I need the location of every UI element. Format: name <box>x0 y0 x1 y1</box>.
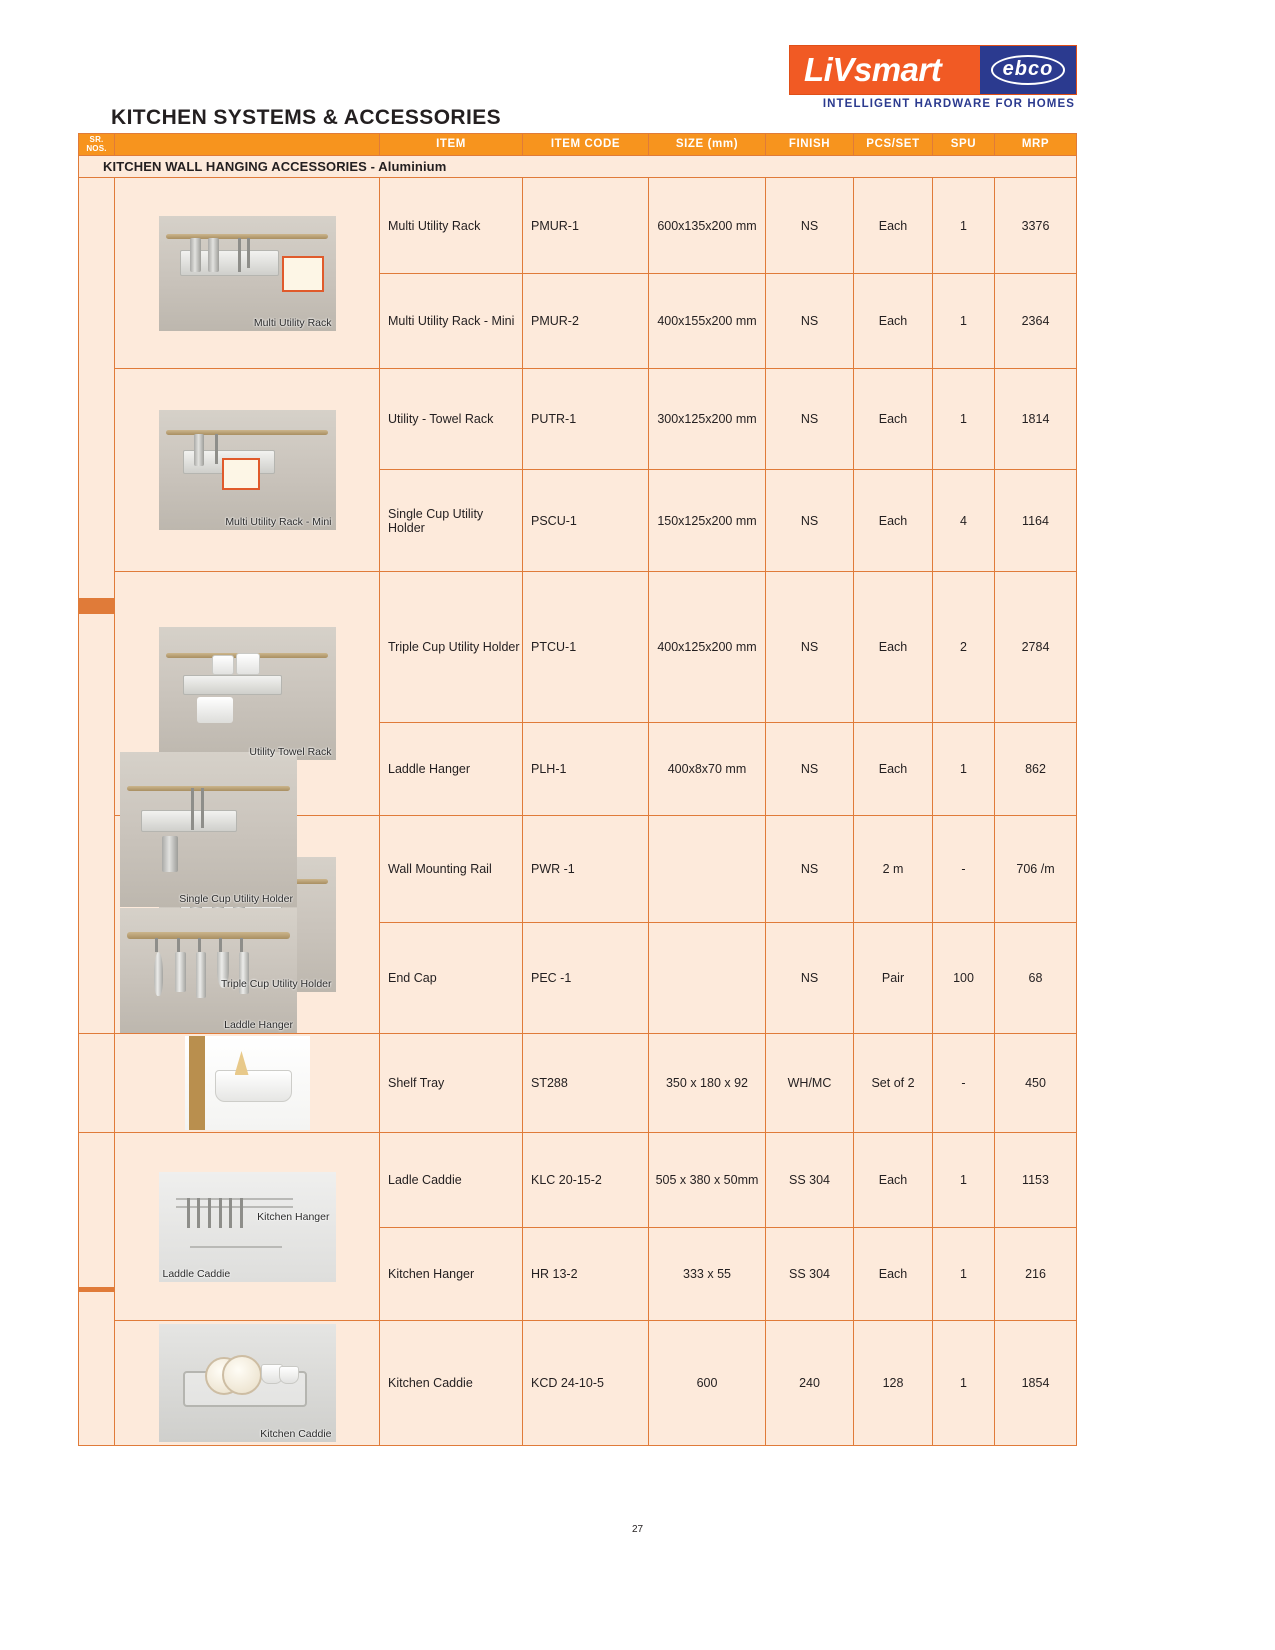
cell-item: Kitchen Hanger <box>380 1228 523 1321</box>
photo-caption: Kitchen Hanger <box>257 1211 330 1224</box>
cell-mrp: 1814 <box>995 369 1077 470</box>
product-photo-laddle-hanger <box>120 908 297 1033</box>
cell-finish: NS <box>766 369 854 470</box>
photo-caption: Kitchen Caddie <box>260 1428 332 1440</box>
product-photo-single-cup-utility-holder <box>120 752 297 907</box>
cell-spu: 1 <box>933 1228 995 1321</box>
cell-pcs-set: Each <box>854 723 933 816</box>
photo-caption: Laddle Hanger <box>224 1019 293 1031</box>
header-spu: SPU <box>933 134 995 156</box>
cell-mrp: 450 <box>995 1034 1077 1133</box>
cell-item-code: HR 13-2 <box>523 1228 649 1321</box>
cell-pcs-set: 2 m <box>854 816 933 923</box>
cell-spu: - <box>933 1034 995 1133</box>
table-row <box>79 1133 1077 1228</box>
section-heading-row <box>79 156 1077 178</box>
cell-item: Multi Utility Rack <box>380 178 523 274</box>
cell-item: End Cap <box>380 923 523 1034</box>
page-number: 27 <box>631 1524 644 1535</box>
cell-size: 350 x 180 x 92 <box>649 1034 766 1133</box>
sr-no-cell <box>79 1133 115 1446</box>
ebco-mark: ebco <box>991 55 1066 85</box>
cell-spu: 1 <box>933 723 995 816</box>
cell-finish: SS 304 <box>766 1133 854 1228</box>
cell-size: 300x125x200 mm <box>649 369 766 470</box>
logo-bar <box>789 45 1077 95</box>
cell-spu: - <box>933 816 995 923</box>
table-row <box>79 572 1077 723</box>
cell-item: Utility - Towel Rack <box>380 369 523 470</box>
cell-mrp: 2784 <box>995 572 1077 723</box>
header-mrp: MRP <box>995 134 1077 156</box>
cell-size: 505 x 380 x 50mm <box>649 1133 766 1228</box>
cell-item-code: PTCU-1 <box>523 572 649 723</box>
brand-tagline: INTELLIGENT HARDWARE FOR HOMES <box>822 98 1075 110</box>
cell-mrp: 3376 <box>995 178 1077 274</box>
product-photo-multi-utility-rack <box>115 178 380 369</box>
section-title: KITCHEN WALL HANGING ACCESSORIES - Aluminium <box>79 156 1077 178</box>
cell-item-code: KLC 20-15-2 <box>523 1133 649 1228</box>
cell-item: Laddle Hanger <box>380 723 523 816</box>
table-row <box>79 1321 1077 1446</box>
cell-mrp: 1164 <box>995 470 1077 572</box>
product-photo-shelf-tray <box>115 1034 380 1133</box>
photo-caption: Laddle Caddie <box>162 1267 231 1280</box>
table-row <box>79 1034 1077 1133</box>
cell-item: Shelf Tray <box>380 1034 523 1133</box>
cell-size <box>649 816 766 923</box>
photo-caption: Multi Utility Rack <box>253 316 332 329</box>
cell-mrp: 1854 <box>995 1321 1077 1446</box>
cell-item: Triple Cup Utility Holder <box>380 572 523 723</box>
cell-pcs-set: Each <box>854 178 933 274</box>
cell-spu: 1 <box>933 274 995 369</box>
sr-no-cell <box>79 178 115 1034</box>
cell-pcs-set: Each <box>854 470 933 572</box>
cell-mrp: 862 <box>995 723 1077 816</box>
cell-mrp: 68 <box>995 923 1077 1034</box>
cell-size <box>649 923 766 1034</box>
cell-pcs-set: Pair <box>854 923 933 1034</box>
table-header-row <box>79 134 1077 156</box>
cell-item: Wall Mounting Rail <box>380 816 523 923</box>
cell-size: 400x155x200 mm <box>649 274 766 369</box>
cell-size: 600 <box>649 1321 766 1446</box>
cell-item-code: PLH-1 <box>523 723 649 816</box>
cell-pcs-set: Each <box>854 1133 933 1228</box>
cell-pcs-set: Each <box>854 274 933 369</box>
header-image <box>115 134 380 156</box>
cell-finish: NS <box>766 572 854 723</box>
cell-item-code: PSCU-1 <box>523 470 649 572</box>
cell-spu: 1 <box>933 1133 995 1228</box>
cell-item-code: ST288 <box>523 1034 649 1133</box>
photo-caption: Triple Cup Utility Holder <box>221 978 332 990</box>
cell-pcs-set: Each <box>854 369 933 470</box>
header-pcs-set: PCS/SET <box>854 134 933 156</box>
cell-finish: WH/MC <box>766 1034 854 1133</box>
product-photo-multi-utility-rack-mini <box>115 369 380 572</box>
cell-item: Ladle Caddie <box>380 1133 523 1228</box>
header-item-code: ITEM CODE <box>523 134 649 156</box>
cell-finish: NS <box>766 723 854 816</box>
cell-item-code: PUTR-1 <box>523 369 649 470</box>
cell-mrp: 1153 <box>995 1133 1077 1228</box>
cell-size: 400x125x200 mm <box>649 572 766 723</box>
cell-finish: NS <box>766 470 854 572</box>
product-photo-kitchen-caddie <box>115 1321 380 1446</box>
cell-item-code: PMUR-2 <box>523 274 649 369</box>
cell-size: 333 x 55 <box>649 1228 766 1321</box>
cell-item-code: KCD 24-10-5 <box>523 1321 649 1446</box>
photo-caption: Utility Towel Rack <box>249 746 332 758</box>
cell-spu: 2 <box>933 572 995 723</box>
cell-finish: 240 <box>766 1321 854 1446</box>
cell-spu: 1 <box>933 369 995 470</box>
cell-spu: 1 <box>933 1321 995 1446</box>
cell-mrp: 216 <box>995 1228 1077 1321</box>
photo-caption: Multi Utility Rack - Mini <box>225 516 332 528</box>
cell-item-code: PWR -1 <box>523 816 649 923</box>
header-item: ITEM <box>380 134 523 156</box>
cell-size: 150x125x200 mm <box>649 470 766 572</box>
header-sr: SR. NOS. <box>79 134 115 156</box>
cell-item: Kitchen Caddie <box>380 1321 523 1446</box>
photo-caption: Single Cup Utility Holder <box>179 893 293 905</box>
brand-logo <box>789 45 1077 111</box>
cell-item-code: PEC -1 <box>523 923 649 1034</box>
cell-finish: NS <box>766 274 854 369</box>
cell-size: 600x135x200 mm <box>649 178 766 274</box>
cell-finish: NS <box>766 816 854 923</box>
page-title: KITCHEN SYSTEMS & ACCESSORIES <box>111 106 502 129</box>
ebco-badge <box>980 46 1076 94</box>
cell-pcs-set: 128 <box>854 1321 933 1446</box>
cell-pcs-set: Set of 2 <box>854 1034 933 1133</box>
table-row <box>79 178 1077 274</box>
cell-mrp: 706 /m <box>995 816 1077 923</box>
cell-item: Multi Utility Rack - Mini <box>380 274 523 369</box>
cell-item: Single Cup Utility Holder <box>380 470 523 572</box>
cell-item-code: PMUR-1 <box>523 178 649 274</box>
cell-pcs-set: Each <box>854 1228 933 1321</box>
cell-pcs-set: Each <box>854 572 933 723</box>
header-size: SIZE (mm) <box>649 134 766 156</box>
cell-size: 400x8x70 mm <box>649 723 766 816</box>
cell-spu: 4 <box>933 470 995 572</box>
cell-finish: SS 304 <box>766 1228 854 1321</box>
cell-finish: NS <box>766 178 854 274</box>
cell-finish: NS <box>766 923 854 1034</box>
table-row <box>79 369 1077 470</box>
cell-spu: 100 <box>933 923 995 1034</box>
brand-name: LiVsmart <box>804 51 942 88</box>
sr-no-cell <box>79 1034 115 1133</box>
product-photo-laddle-caddie <box>115 1133 380 1321</box>
cell-mrp: 2364 <box>995 274 1077 369</box>
header-finish: FINISH <box>766 134 854 156</box>
cell-spu: 1 <box>933 178 995 274</box>
